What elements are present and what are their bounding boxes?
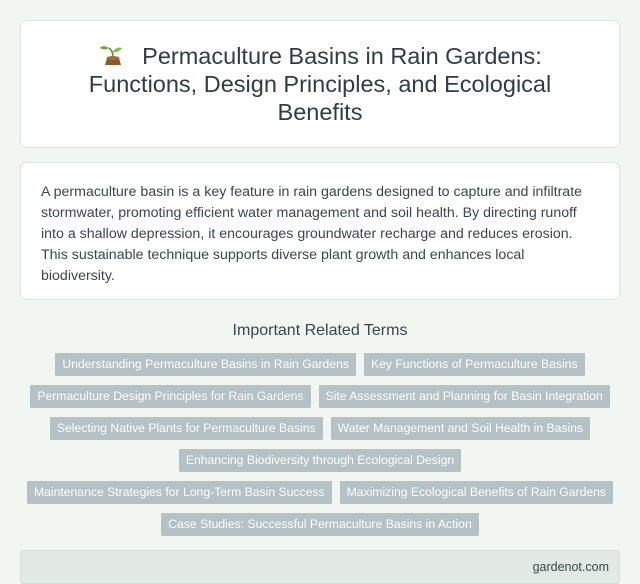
related-terms-heading: Important Related Terms [232,322,408,339]
related-term-tag[interactable]: Enhancing Biodiversity through Ecological Design [179,449,461,472]
related-term-tag[interactable]: Water Management and Soil Health in Basins [331,417,590,440]
related-term-tag[interactable]: Case Studies: Successful Permaculture Basins in Action [161,513,478,536]
related-term-tag[interactable]: Understanding Permaculture Basins in Rain Gardens [55,353,356,376]
summary-text: A permaculture basin is a key feature in rain gardens designed to capture and infiltrate stormwater, promoting efficient water management and soil health. By directing runoff into a shallow depression, it encourages groundwater recharge and reduces erosion. This sustainable technique supports diverse plant growth and enhances local biodiversity. [41,184,583,284]
footer [20,550,620,584]
page-title-text: Permaculture Basins in Rain Gardens: Functions, Design Principles, and Ecological Benefits [88,43,552,125]
related-terms-list [20,353,620,536]
related-term-tag[interactable]: Site Assessment and Planning for Basin Integration [319,385,610,408]
seedling-icon [98,43,128,67]
footer-site-link[interactable]: gardenot.com [532,560,609,574]
related-term-tag[interactable]: Selecting Native Plants for Permaculture Basins [50,417,323,440]
related-term-tag[interactable]: Maintenance Strategies for Long-Term Basin Success [27,481,332,504]
page-title [61,42,579,126]
related-term-tag[interactable]: Maximizing Ecological Benefits of Rain Gardens [340,481,613,504]
title-card [20,20,620,148]
related-term-tag[interactable]: Permaculture Design Principles for Rain Gardens [30,385,310,408]
summary-card [20,162,620,300]
related-term-tag[interactable]: Key Functions of Permaculture Basins [364,353,585,376]
